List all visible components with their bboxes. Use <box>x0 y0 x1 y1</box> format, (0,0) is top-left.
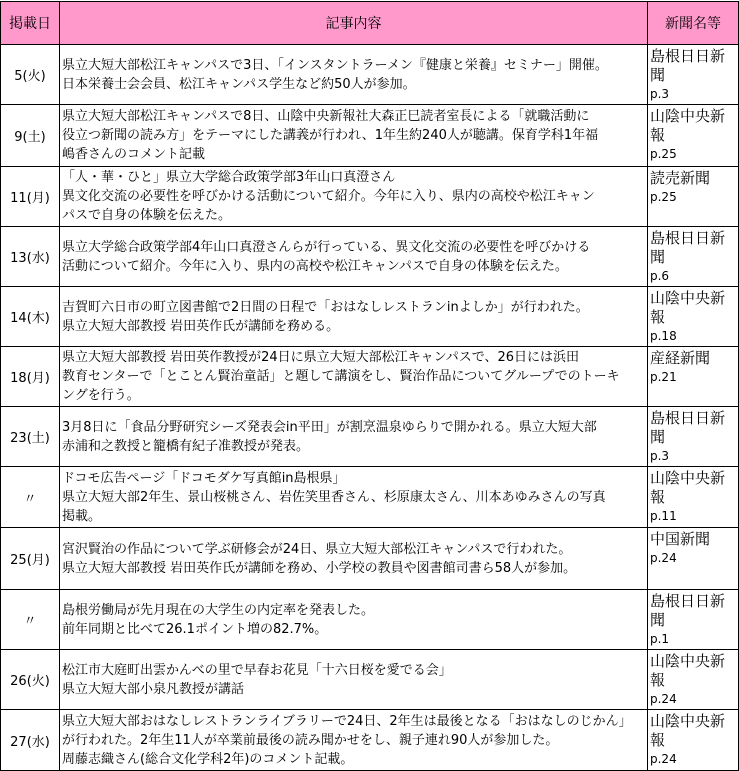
page-number: p.21 <box>650 370 677 384</box>
article-line: 県立大短大部小泉凡教授が講話 <box>62 681 245 697</box>
newspaper-name: 島根日日新聞 <box>650 47 726 84</box>
table-row <box>1 710 739 771</box>
newspaper-cell <box>648 650 739 710</box>
article-line: 県立大短大部教授 岩田英作氏が講師を務める。 <box>62 318 340 334</box>
newspaper-cell <box>648 467 739 528</box>
page-number: p.3 <box>650 87 670 101</box>
header-paper: 新聞名等 <box>648 2 739 45</box>
news-clipping-table <box>0 1 739 771</box>
newspaper-name: 山陰中央新報 <box>650 289 726 326</box>
newspaper-cell <box>648 105 739 167</box>
article-line: 「人・華・ひと」県立大学総合政策学部3年山口真澄さん <box>62 170 396 185</box>
article-content <box>60 105 648 167</box>
newspaper-name: 中国新聞 <box>650 530 711 548</box>
article-line: 周藤志織さん(総合文化学科2年)のコメント記載。 <box>62 751 354 767</box>
article-line: 県立大短大部おはなしレストランライブラリーで24日、2年生は最後となる「おはなしのじかん」 <box>62 713 632 729</box>
newspaper-cell <box>648 45 739 105</box>
article-line: 異文化交流の必要性を呼びかける活動について紹介。今年に入り、県内の高校や松江キャン <box>62 189 595 204</box>
article-content <box>60 347 648 407</box>
table-row <box>1 45 739 105</box>
table-row <box>1 167 739 227</box>
table-row <box>1 227 739 287</box>
article-content <box>60 467 648 528</box>
article-line: 宮沢賢治の作品について学ぶ研修会が24日、県立大短大部松江キャンパスで行われた。 <box>62 541 572 557</box>
header-content: 記事内容 <box>60 2 648 45</box>
newspaper-name: 山陰中央新報 <box>650 469 726 506</box>
article-line: 島根労働局が先月現在の大学生の内定率を発表した。 <box>62 602 375 618</box>
article-line: が行われた。2年生11人が卒業前最後の読み聞かせをし、親子連れ90人が参加した。 <box>62 732 559 748</box>
article-line: 県立大学総合政策学部4年山口真澄さんらが行っている、異文化交流の必要性を呼びかける <box>62 239 591 255</box>
article-line: 3月8日に「食品分野研究シーズ発表会in平田」が割烹温泉ゆらりで開かれる。県立大短大部 <box>62 419 597 435</box>
table-row <box>1 650 739 710</box>
article-line: 県立大短大部教授 岩田英作氏が講師を務め、小学校の教員や図書館司書ら58人が参加。 <box>62 560 577 576</box>
page-number: p.6 <box>650 269 670 283</box>
article-content <box>60 227 648 287</box>
page-number: p.24 <box>650 692 677 706</box>
newspaper-name: 島根日日新聞 <box>650 229 726 266</box>
article-line: 前年同期と比べて26.1ポイント増の82.7%。 <box>62 621 328 637</box>
page-number: p.3 <box>650 449 670 463</box>
page-number: p.1 <box>650 632 670 646</box>
table-row <box>1 528 739 590</box>
article-content <box>60 45 648 105</box>
table-row <box>1 590 739 650</box>
page-number: p.25 <box>650 147 677 161</box>
table-row <box>1 347 739 407</box>
table-row <box>1 467 739 528</box>
newspaper-name: 山陰中央新報 <box>650 652 726 689</box>
article-content <box>60 167 648 227</box>
article-line: 嶋香さんのコメント記載 <box>62 147 206 162</box>
newspaper-cell <box>648 347 739 407</box>
header-date: 掲載日 <box>1 2 60 45</box>
article-line: 活動について紹介。今年に入り、県内の高校や松江キャンパスで自身の体験を伝えた。 <box>62 258 568 274</box>
page-number: p.24 <box>650 752 677 766</box>
newspaper-cell <box>648 287 739 347</box>
newspaper-cell <box>648 227 739 287</box>
table-row <box>1 407 739 467</box>
newspaper-name: 山陰中央新報 <box>650 107 726 144</box>
article-content <box>60 590 648 650</box>
publish-date: 26(火) <box>1 650 60 710</box>
article-content <box>60 650 648 710</box>
article-line: 松江市大庭町出雲かんべの里で早春お花見「十六日桜を愛でる会」 <box>62 662 452 678</box>
article-content <box>60 528 648 590</box>
article-line: 日本栄養士会会員、松江キャンパス学生など約50人が参加。 <box>62 76 416 92</box>
publish-date: 13(水) <box>1 227 60 287</box>
article-content <box>60 407 648 467</box>
newspaper-cell <box>648 710 739 771</box>
publish-date: 11(月) <box>1 167 60 227</box>
article-line: 県立大短大部2年生、景山桜桃さん、岩佐笑里香さん、杉原康太さん、川本あゆみさんの写真 <box>62 489 606 505</box>
article-line: 教育センターで「とことん賢治童話」と題して講演をし、賢治作品についてグループでのトーキ <box>62 369 620 384</box>
article-line: 県立大短大部教授 岩田英作教授が24日に県立大短大部松江キャンパスで、26日には浜田 <box>62 350 580 365</box>
page-number: p.25 <box>650 190 677 204</box>
article-content <box>60 287 648 347</box>
table-row <box>1 287 739 347</box>
article-line: 県立大短大部松江キャンパスで3日、「インスタントラーメン『健康と栄養』セミナー」開催。 <box>62 57 608 73</box>
newspaper-name: 産経新聞 <box>650 349 711 367</box>
publish-date: 18(月) <box>1 347 60 407</box>
newspaper-name: 読売新聞 <box>650 169 711 187</box>
article-line: 役立つ新聞の読み方」をテーマにした講義が行われ、1年生約240人が聴講。保育学科1年福 <box>62 128 599 143</box>
publish-date: 9(土) <box>1 105 60 167</box>
page-number: p.18 <box>650 329 677 343</box>
page-number: p.24 <box>650 551 677 565</box>
header-row <box>1 2 739 45</box>
article-line: 県立大短大部松江キャンパスで8日、山陰中央新報社大森正巳読者室長による「就職活動に <box>62 109 590 124</box>
publish-date: 5(火) <box>1 45 60 105</box>
newspaper-cell <box>648 528 739 590</box>
publish-date: 〃 <box>1 590 60 650</box>
newspaper-cell <box>648 407 739 467</box>
publish-date: 27(水) <box>1 710 60 771</box>
publish-date: 14(木) <box>1 287 60 347</box>
newspaper-name: 山陰中央新報 <box>650 712 726 749</box>
article-line: 掲載。 <box>62 508 102 524</box>
newspaper-name: 島根日日新聞 <box>650 592 726 629</box>
newspaper-cell <box>648 167 739 227</box>
article-line: 吉賀町六日市の町立図書館で2日間の日程で「おはなしレストランinよしか」が行われた。 <box>62 299 589 315</box>
article-line: ドコモ広告ページ「ドコモダケ写真館in島根県」 <box>62 470 346 486</box>
newspaper-name: 島根日日新聞 <box>650 409 726 446</box>
table-row <box>1 105 739 167</box>
page-number: p.11 <box>650 509 677 523</box>
publish-date: 23(土) <box>1 407 60 467</box>
publish-date: 25(月) <box>1 528 60 590</box>
newspaper-cell <box>648 590 739 650</box>
article-content <box>60 710 648 771</box>
article-line: 赤浦和之教授と籠橋有紀子准教授が発表。 <box>62 438 310 454</box>
article-line: ングを行う。 <box>62 388 140 403</box>
publish-date: 〃 <box>1 467 60 528</box>
article-line: パスで自身の体験を伝えた。 <box>62 208 232 223</box>
